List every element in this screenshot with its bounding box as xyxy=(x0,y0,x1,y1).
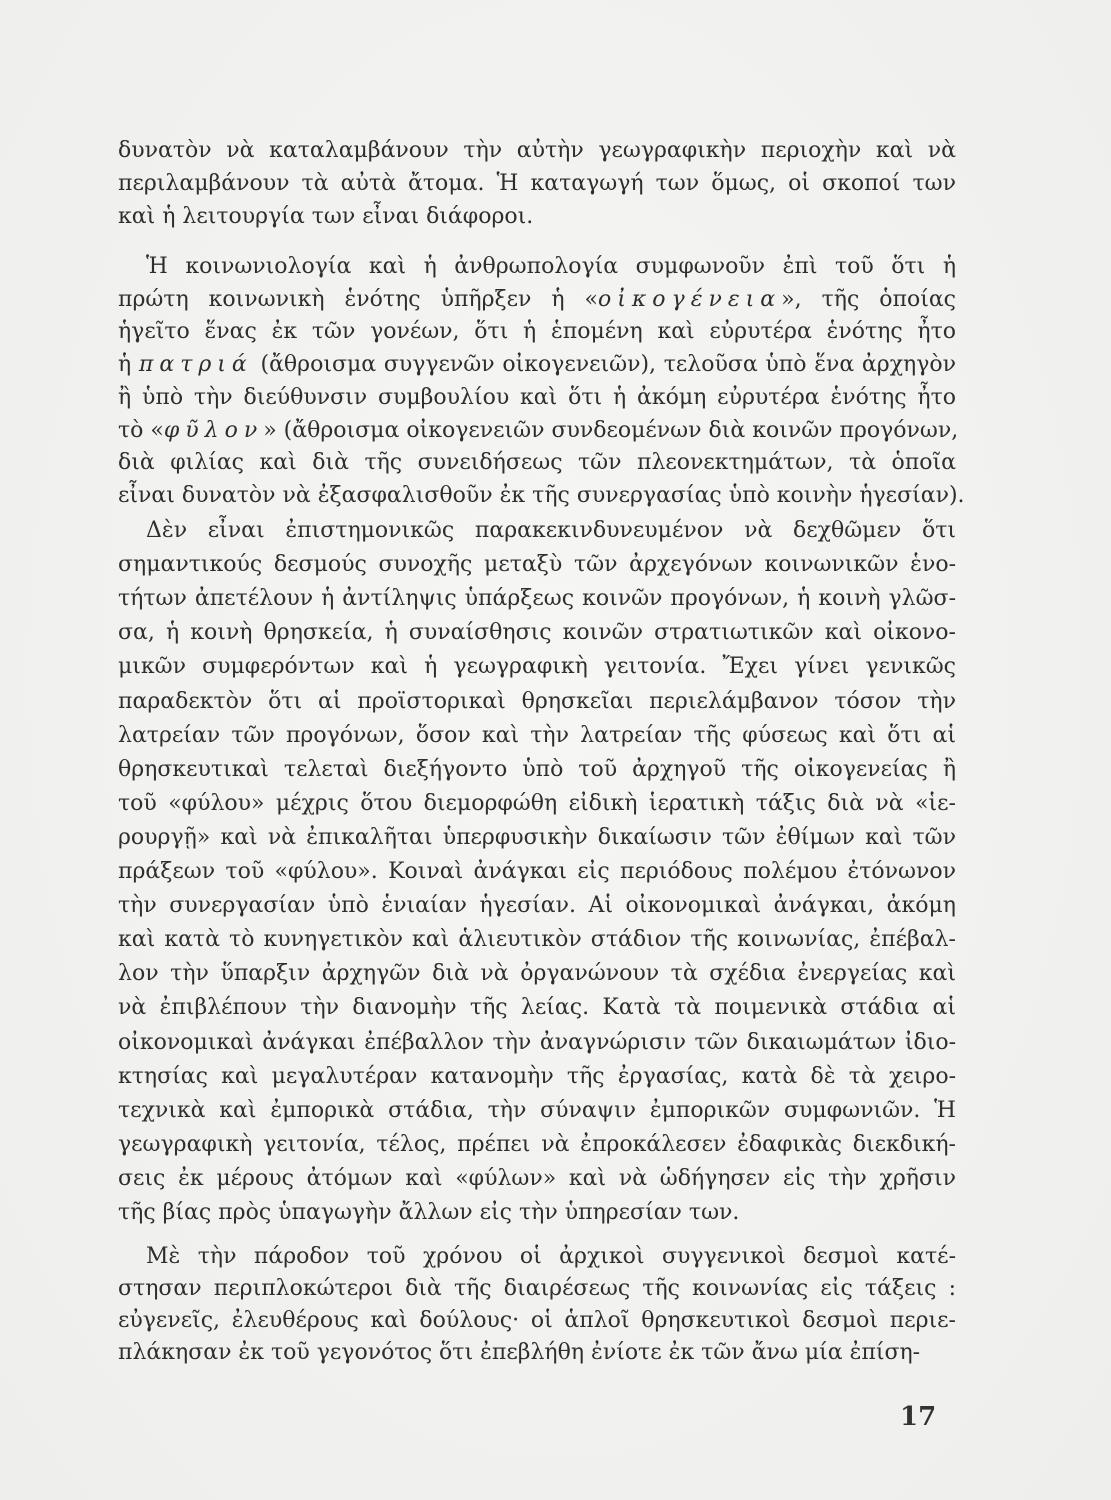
text-line: τὴν συνεργασίαν ὑπὸ ἑνιαίαν ἡγεσίαν. Αἱ οἰκονομικαὶ ἀνάγκαι, ἀκόμη xyxy=(118,893,956,919)
text-line: στησαν περιπλοκώτεροι διὰ τῆς διαιρέσεως τῆς κοινωνίας εἰς τάξεις : xyxy=(118,1276,956,1301)
text-line: ἢ ὑπὸ τὴν διεύθυνσιν συμβουλίου καὶ ὅτι ἡ ἀκόμη εὐρυτέρα ἑνότης ἦτο xyxy=(118,384,956,410)
text-line: μικῶν συμφερόντων καὶ ἡ γεωγραφικὴ γειτονία. Ἔχει γίνει γενικῶς xyxy=(118,654,956,680)
text-line: εὐγενεῖς, ἐλευθέρους καὶ δούλους· οἱ ἁπλοῖ θρησκευτικοὶ δεσμοὶ περιε- xyxy=(118,1308,956,1333)
text-line: νὰ ἐπιβλέπουν τὴν διανομὴν τῆς λείας. Κατὰ τὰ ποιμενικὰ στάδια αἱ xyxy=(118,995,956,1021)
page-number: 17 xyxy=(900,1402,937,1432)
text-line: περιλαμβάνουν τὰ αὐτὰ ἄτομα. Ἡ καταγωγή των ὅμως, οἱ σκοποί των xyxy=(118,171,956,196)
text-segment: τὸ « xyxy=(118,417,164,443)
text-line: τήτων ἀπετέλουν ἡ ἀντίληψις ὑπάρξεως κοινῶν προγόνων, ἡ κοινὴ γλῶσ- xyxy=(118,586,956,612)
text-line: καὶ ἡ λειτουργία των εἶναι διάφοροι. xyxy=(118,204,534,229)
text-segment: ἡ xyxy=(118,352,139,378)
text-line xyxy=(118,285,956,315)
text-segment: (ἄθροισμα συγγενῶν οἰκογενειῶν), τελοῦσα ὑπὸ ἕνα ἀρχηγὸν xyxy=(252,352,956,378)
text-line: τοῦ «φύλου» μέχρις ὅτου διεμορφώθη εἰδικὴ ἱερατικὴ τάξις διὰ νὰ «ἱε- xyxy=(118,790,956,816)
text-line: διὰ φιλίας καὶ διὰ τῆς συνειδήσεως τῶν πλεονεκτημάτων, τὰ ὁποῖα xyxy=(118,450,956,476)
emphasized-term: φῦλον xyxy=(163,417,264,443)
text-line: ἡγεῖτο ἕνας ἐκ τῶν γονέων, ὅτι ἡ ἑπομένη καὶ εὐρυτέρα ἑνότης ἦτο xyxy=(118,319,956,345)
text-line: Ἡ κοινωνιολογία καὶ ἡ ἀνθρωπολογία συμφωνοῦν ἐπὶ τοῦ ὅτι ἡ xyxy=(146,254,956,279)
text-segment: », τῆς ὁποίας xyxy=(781,286,956,312)
text-line: κτησίας καὶ μεγαλυτέραν κατανομὴν τῆς ἐργασίας, κατὰ δὲ τὰ χειρο- xyxy=(118,1063,956,1089)
text-line xyxy=(118,350,956,380)
text-line: καὶ κατὰ τὸ κυνηγετικὸν καὶ ἁλιευτικὸν στάδιον τῆς κοινωνίας, ἐπέβαλ- xyxy=(118,927,956,953)
text-segment: πρώτη κοινωνικὴ ἑνότης ὑπῆρξεν ἡ « xyxy=(118,286,598,312)
text-line: Δὲν εἶναι ἐπιστημονικῶς παρακεκινδυνευμένον νὰ δεχθῶμεν ὅτι xyxy=(146,518,956,543)
text-line: ρουργῇ» καὶ νὰ ἐπικαλῆται ὑπερφυσικὴν δικαίωσιν τῶν ἐθίμων καὶ τῶν xyxy=(118,824,956,850)
text-line: εἶναι δυνατὸν νὰ ἐξασφαλισθοῦν ἐκ τῆς συνεργασίας ὑπὸ κοινὴν ἡγεσίαν). xyxy=(118,482,965,508)
text-line: λον τὴν ὕπαρξιν ἀρχηγῶν διὰ νὰ ὀργανώνουν τὰ σχέδια ἐνεργείας καὶ xyxy=(118,961,956,987)
text-line: γεωγραφικὴ γειτονία, τέλος, πρέπει νὰ ἐπροκάλεσεν ἐδαφικὰς διεκδική- xyxy=(118,1131,956,1157)
text-line: οἰκονομικαὶ ἀνάγκαι ἐπέβαλλον τὴν ἀναγνώρισιν τῶν δικαιωμάτων ἰδιο- xyxy=(118,1029,956,1055)
text-line: σημαντικούς δεσμούς συνοχῆς μεταξὺ τῶν ἀρχεγόνων κοινωνικῶν ἑνο- xyxy=(118,552,956,578)
text-line: σεις ἐκ μέρους ἀτόμων καὶ «φύλων» καὶ νὰ ὡδήγησεν εἰς τὴν χρῆσιν xyxy=(118,1165,956,1191)
text-line: τῆς βίας πρὸς ὑπαγωγὴν ἄλλων εἰς τὴν ὑπηρεσίαν των. xyxy=(118,1200,740,1225)
text-line: πράξεων τοῦ «φύλου». Κοιναὶ ἀνάγκαι εἰς περιόδους πολέμου ἐτόνωνον xyxy=(118,859,956,884)
emphasized-term: πατριά xyxy=(138,352,253,378)
emphasized-term: οἰκογένεια xyxy=(598,286,782,312)
text-line: παραδεκτὸν ὅτι αἱ προϊστορικαὶ θρησκεῖαι περιελάμβανον τόσον τὴν xyxy=(118,688,956,714)
text-line: τεχνικὰ καὶ ἐμπορικὰ στάδια, τὴν σύναψιν ἐμπορικῶν συμφωνιῶν. Ἡ xyxy=(118,1097,956,1123)
text-line: δυνατὸν νὰ καταλαμβάνουν τὴν αὐτὴν γεωγραφικὴν περιοχὴν καὶ νὰ xyxy=(118,138,956,163)
text-line: σα, ἡ κοινὴ θρησκεία, ἡ συναίσθησις κοινῶν στρατιωτικῶν καὶ οἰκονο- xyxy=(118,620,956,646)
text-line: πλάκησαν ἐκ τοῦ γεγονότος ὅτι ἐπεβλήθη ἐνίοτε ἐκ τῶν ἄνω μία ἐπίση- xyxy=(118,1340,921,1365)
text-line: θρησκευτικαὶ τελεταὶ διεξήγοντο ὑπὸ τοῦ ἀρχηγοῦ τῆς οἰκογενείας ἢ xyxy=(118,756,956,782)
text-line: λατρείαν τῶν προγόνων, ὅσον καὶ τὴν λατρείαν τῆς φύσεως καὶ ὅτι αἱ xyxy=(118,722,956,748)
text-segment: » (ἄθροισμα οἰκογενειῶν συνδεομένων διὰ κοινῶν προγόνων, xyxy=(263,417,959,443)
text-line xyxy=(118,416,959,446)
text-line: Μὲ τὴν πάροδον τοῦ χρόνου οἱ ἀρχικοὶ συγγενικοὶ δεσμοὶ κατέ- xyxy=(146,1244,956,1269)
